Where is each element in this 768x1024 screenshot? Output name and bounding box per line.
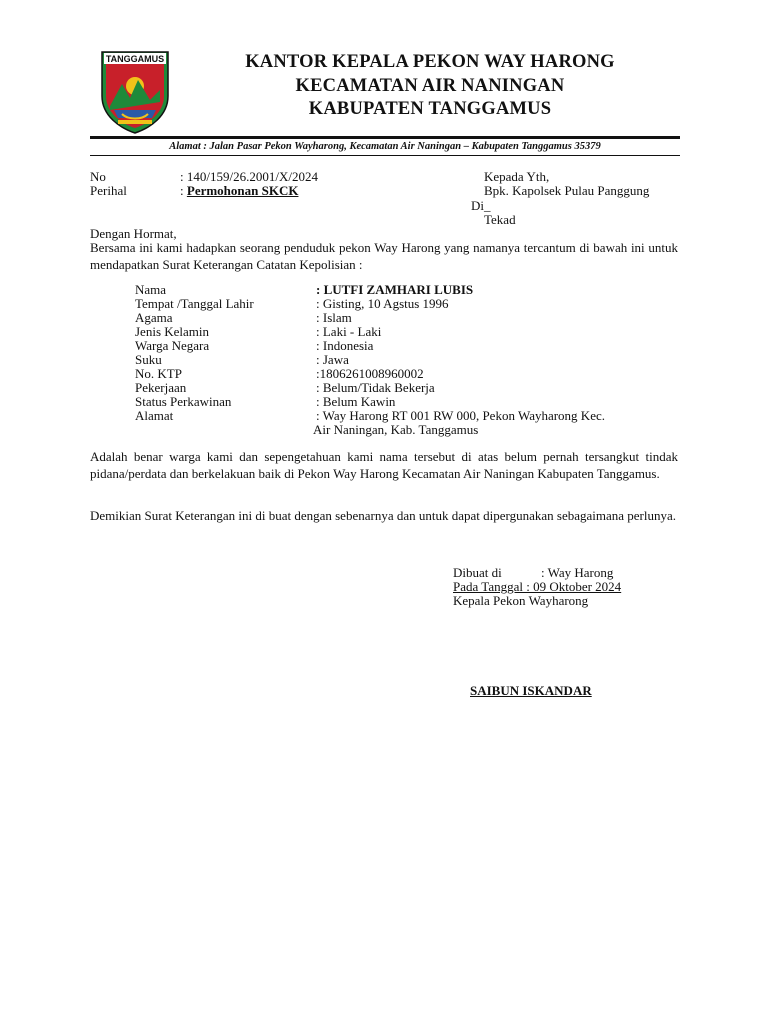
subject-label: Perihal [90, 183, 127, 198]
detail-label: Warga Negara [135, 338, 210, 353]
detail-value: : Islam [316, 310, 352, 325]
detail-value: : Jawa [316, 352, 349, 367]
detail-label: Pekerjaan [135, 380, 187, 395]
statement-paragraph: Adalah benar warga kami dan sepengetahuan kami nama tersebut di atas belum pernah tersangkut tindak pidana/perdata dan berkelakuan baik di Pekon Way Harong Kecamatan Air Naningan Kabupaten Tanggamus. [90, 449, 678, 481]
header-rule-top [90, 136, 680, 139]
office-address: Alamat : Jalan Pasar Pekon Wayharong, Kecamatan Air Naningan – Kabupaten Tanggamus 35379 [169, 141, 601, 152]
detail-value: : Gisting, 10 Agstus 1996 [316, 296, 449, 311]
detail-label: Agama [135, 310, 173, 325]
recipient-place: Tekad [484, 212, 516, 227]
tanggamus-logo [98, 50, 172, 134]
intro-paragraph: Bersama ini kami hadapkan seorang penduduk pekon Way Harong yang namanya tercantum di bawah ini untuk mendapatkan Surat Keterangan Catatan Kepolisian : [90, 240, 678, 272]
district-name: KECAMATAN AIR NANINGAN [295, 76, 565, 96]
detail-label: Nama [135, 282, 167, 297]
salutation: Dengan Hormat, [90, 226, 177, 241]
detail-label: Alamat [135, 408, 174, 423]
detail-label: Status Perkawinan [135, 394, 232, 409]
issued-place-label: Dibuat di [453, 565, 502, 580]
detail-value: : Belum/Tidak Bekerja [316, 380, 435, 395]
detail-label: Jenis Kelamin [135, 324, 210, 339]
detail-value: : Belum Kawin [316, 394, 396, 409]
detail-label: Suku [135, 352, 162, 367]
detail-value: : Indonesia [316, 338, 374, 353]
detail-value-continued: Air Naningan, Kab. Tanggamus [313, 422, 479, 437]
detail-label: Tempat /Tanggal Lahir [135, 296, 254, 311]
number-label: No [90, 169, 106, 184]
recipient-name: Bpk. Kapolsek Pulau Panggung [484, 183, 650, 198]
issued-date: Pada Tanggal : 09 Oktober 2024 [453, 579, 622, 594]
regency-name: KABUPATEN TANGGAMUS [308, 99, 552, 119]
detail-label: No. KTP [135, 366, 182, 381]
issued-place-value: : Way Harong [541, 565, 614, 580]
recipient-greeting: Kepada Yth, [484, 169, 550, 184]
detail-value: :1806261008960002 [316, 366, 424, 381]
subject-value: : Permohonan SKCK [180, 183, 299, 198]
recipient-at: Di_ [471, 198, 491, 213]
office-name: KANTOR KEPALA PEKON WAY HARONG [245, 52, 615, 72]
signatory-position: Kepala Pekon Wayharong [453, 593, 589, 608]
header-rule-bottom [90, 155, 680, 156]
signatory-name: SAIBUN ISKANDAR [470, 683, 592, 698]
detail-value: : LUTFI ZAMHARI LUBIS [316, 282, 474, 297]
detail-value: : Way Harong RT 001 RW 000, Pekon Wayharong Kec. [316, 408, 605, 423]
svg-text:TANGGAMUS: TANGGAMUS [105, 54, 165, 64]
number-value: : 140/159/26.2001/X/2024 [180, 169, 318, 184]
detail-value: : Laki - Laki [316, 324, 382, 339]
closing-paragraph: Demikian Surat Keterangan ini di buat dengan sebenarnya dan untuk dapat dipergunakan sebagaimana perlunya. [90, 508, 677, 523]
